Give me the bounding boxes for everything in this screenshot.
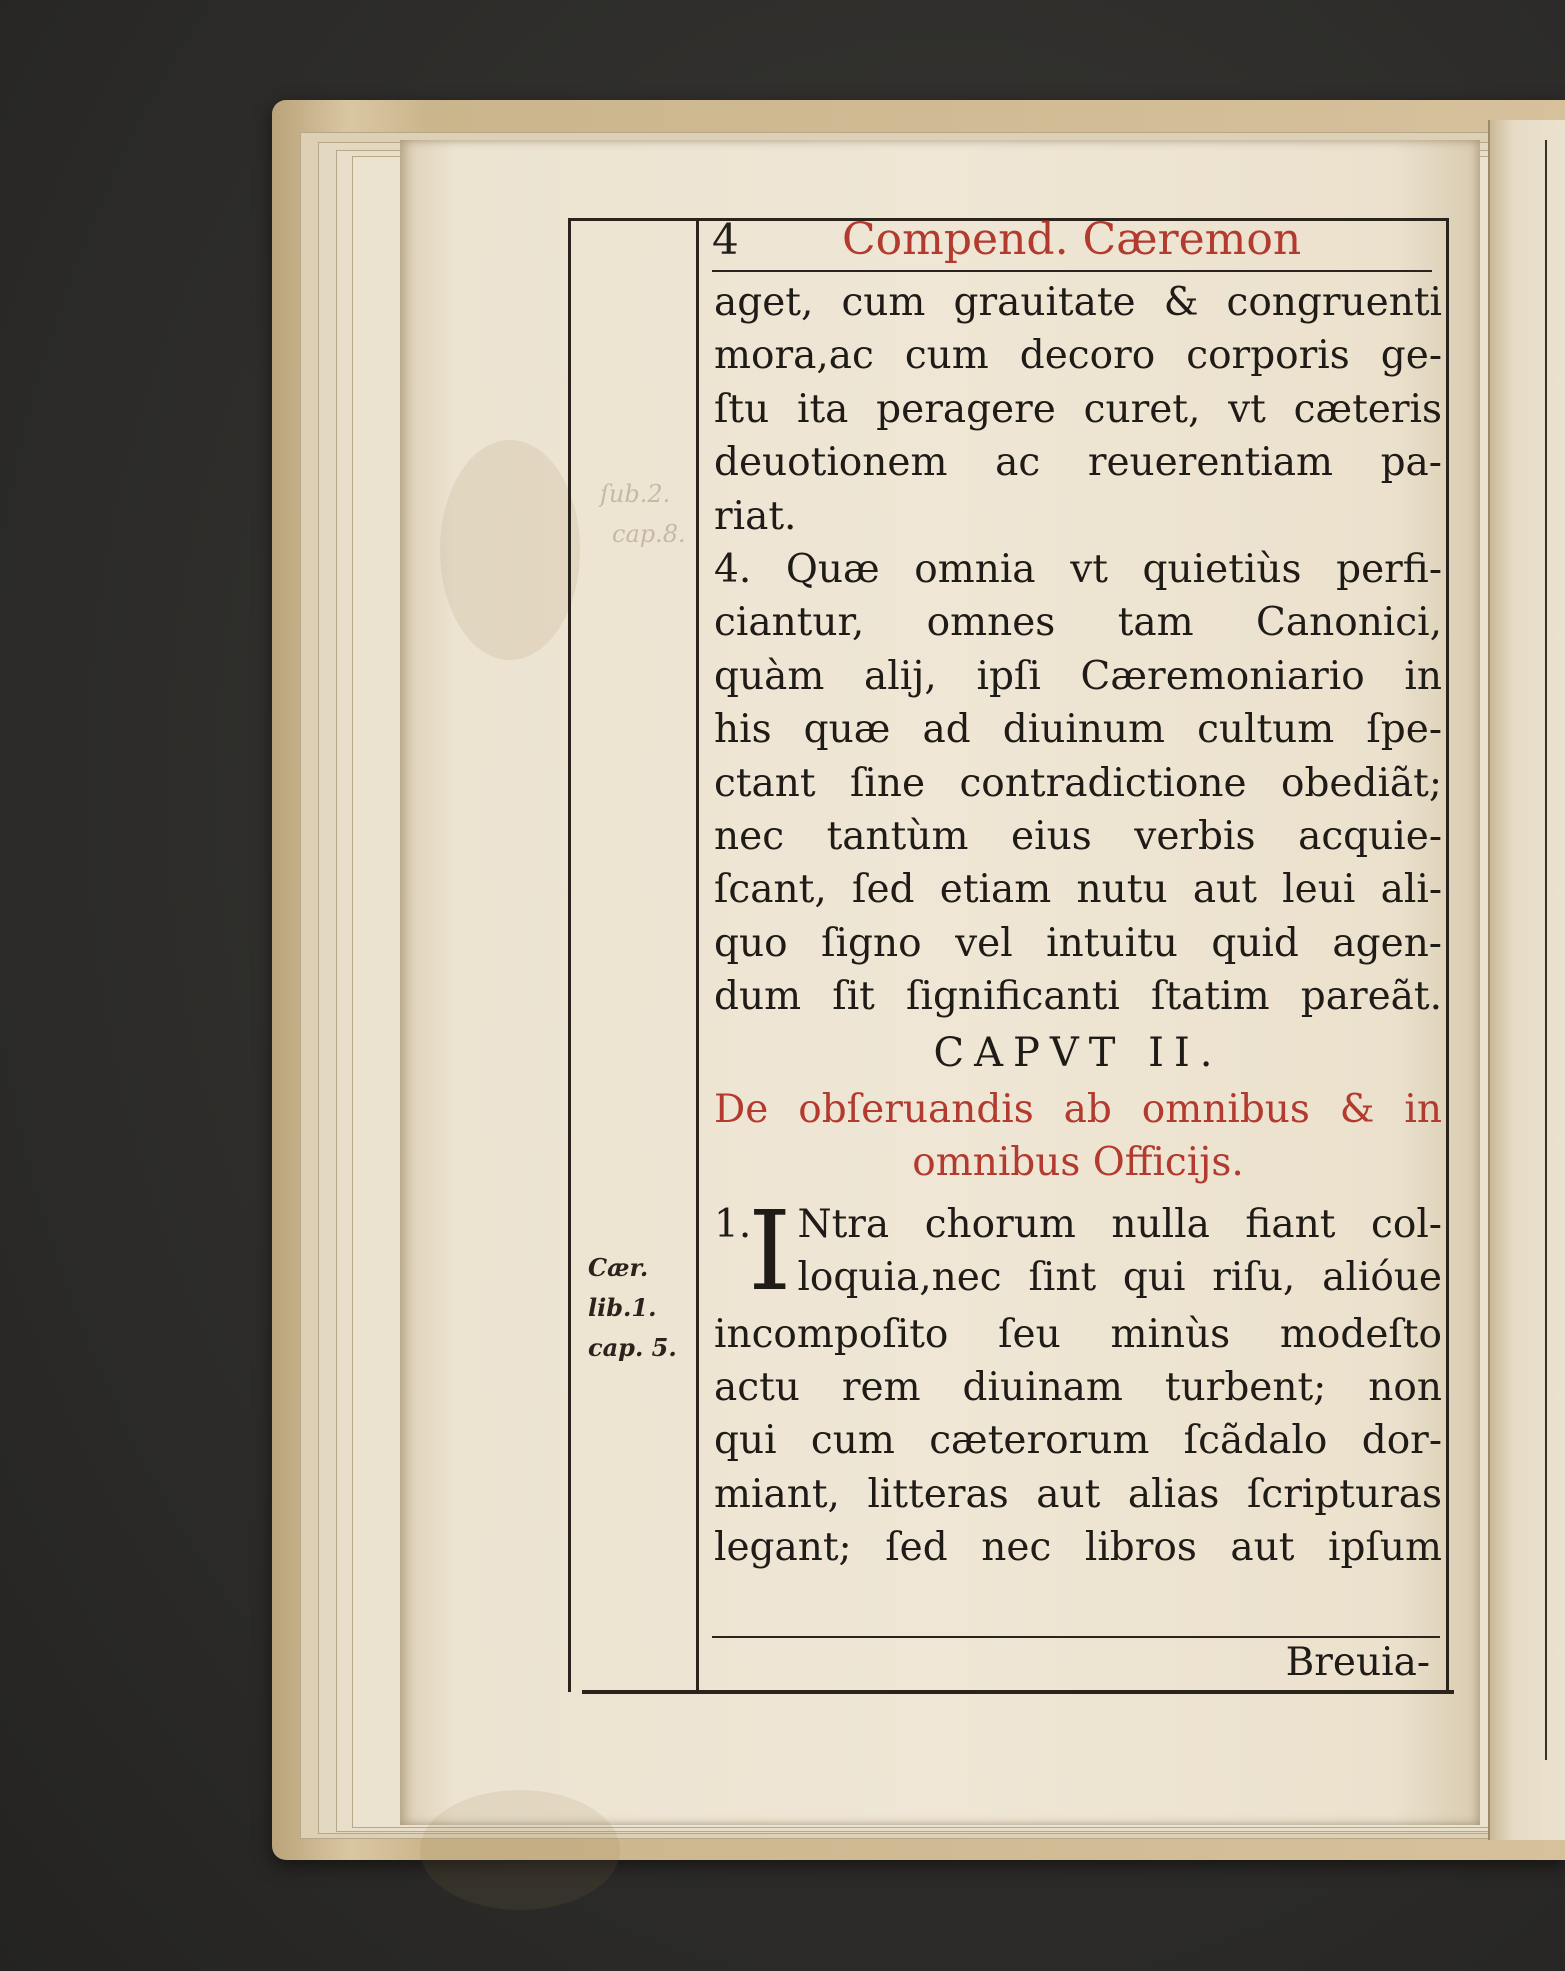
text-line: legant; ſed nec libros aut ipſum xyxy=(714,1525,1442,1571)
running-title: Compend. Cæremon xyxy=(842,214,1302,265)
text-block xyxy=(714,276,1442,1575)
facing-page-edge xyxy=(1488,120,1565,1840)
text-line: ſtu ita peragere curet, vt cæteris xyxy=(714,386,1442,432)
text-line: ctant ſine contradictione obediãt; xyxy=(714,760,1442,806)
text-line: actu rem diuinam turbent; non xyxy=(714,1365,1442,1411)
text-line: loquia,nec ſint qui riſu, alióue xyxy=(797,1255,1442,1301)
frame-bottom-rule xyxy=(582,1690,1454,1694)
text-line: riat. xyxy=(714,493,797,539)
chapter-title-line: De obſeruandis ab omnibus & in xyxy=(714,1086,1442,1132)
text-line: deuotionem ac reuerentiam pa- xyxy=(714,440,1442,486)
text-line: incompoſito ſeu minùs modeſto xyxy=(714,1311,1442,1357)
text-line: 4. Quæ omnia vt quietiùs perfi- xyxy=(714,546,1442,592)
text-line: Ntra chorum nulla fiant col- xyxy=(797,1201,1442,1247)
page-number: 4 xyxy=(712,215,739,264)
frame-right-rule xyxy=(1446,218,1449,1692)
facing-page-rule xyxy=(1545,140,1547,1760)
text-line: nec tantùm eius verbis acquie- xyxy=(714,813,1442,859)
paragraph-first: 1. I Ntra chorum nulla fiant col- loquia,nec ſint qui riſu, alióue incompoſito ſeu minùs modeſto actu rem diuinam turbent; non qui cum cæterorum ſcãdalo dor- miant, litteras aut alias ſcripturas legant; ſed nec libros aut ipſum xyxy=(714,1198,1442,1575)
marginal-note-line: Cær. xyxy=(588,1253,649,1282)
text-line: ciantur, omnes tam Canonici, xyxy=(714,600,1442,646)
text-line: quo ſigno vel intuitu quid agen- xyxy=(714,920,1442,966)
show-through-text: ſub.2. xyxy=(600,480,671,508)
text-line: mora,ac cum decoro corporis ge- xyxy=(714,333,1442,379)
text-line: miant, litteras aut alias ſcripturas xyxy=(714,1471,1442,1517)
frame-left-rule xyxy=(568,218,571,1692)
text-line: ſcant, ſed etiam nutu aut leui ali- xyxy=(714,867,1442,913)
frame-inner-rule xyxy=(696,218,699,1692)
marginal-note xyxy=(588,1248,678,1368)
chapter-title-line: omnibus Officijs. xyxy=(912,1140,1244,1186)
text-line: qui cum cæterorum ſcãdalo dor- xyxy=(714,1418,1442,1464)
head-rule xyxy=(712,270,1432,272)
text-line: dum ſit ſignificanti ſtatim pareãt. xyxy=(714,974,1442,1020)
catchword: Breuia- xyxy=(1285,1640,1430,1685)
foot-rule xyxy=(712,1636,1440,1638)
drop-capital: I xyxy=(748,1186,792,1315)
show-through-text: cap.8. xyxy=(612,520,686,548)
text-line: aget, cum grauitate & congruenti xyxy=(714,280,1442,325)
page-stain xyxy=(440,440,580,660)
page-stain xyxy=(420,1790,620,1910)
chapter-heading: CAPVT II. xyxy=(933,1030,1223,1077)
marginal-note-line: lib.1. xyxy=(588,1293,657,1322)
marginal-note-line: cap. 5. xyxy=(588,1333,677,1362)
text-line: quàm alij, ipſi Cæremoniario in xyxy=(714,653,1442,699)
text-line: his quæ ad diuinum cultum ſpe- xyxy=(714,707,1442,753)
